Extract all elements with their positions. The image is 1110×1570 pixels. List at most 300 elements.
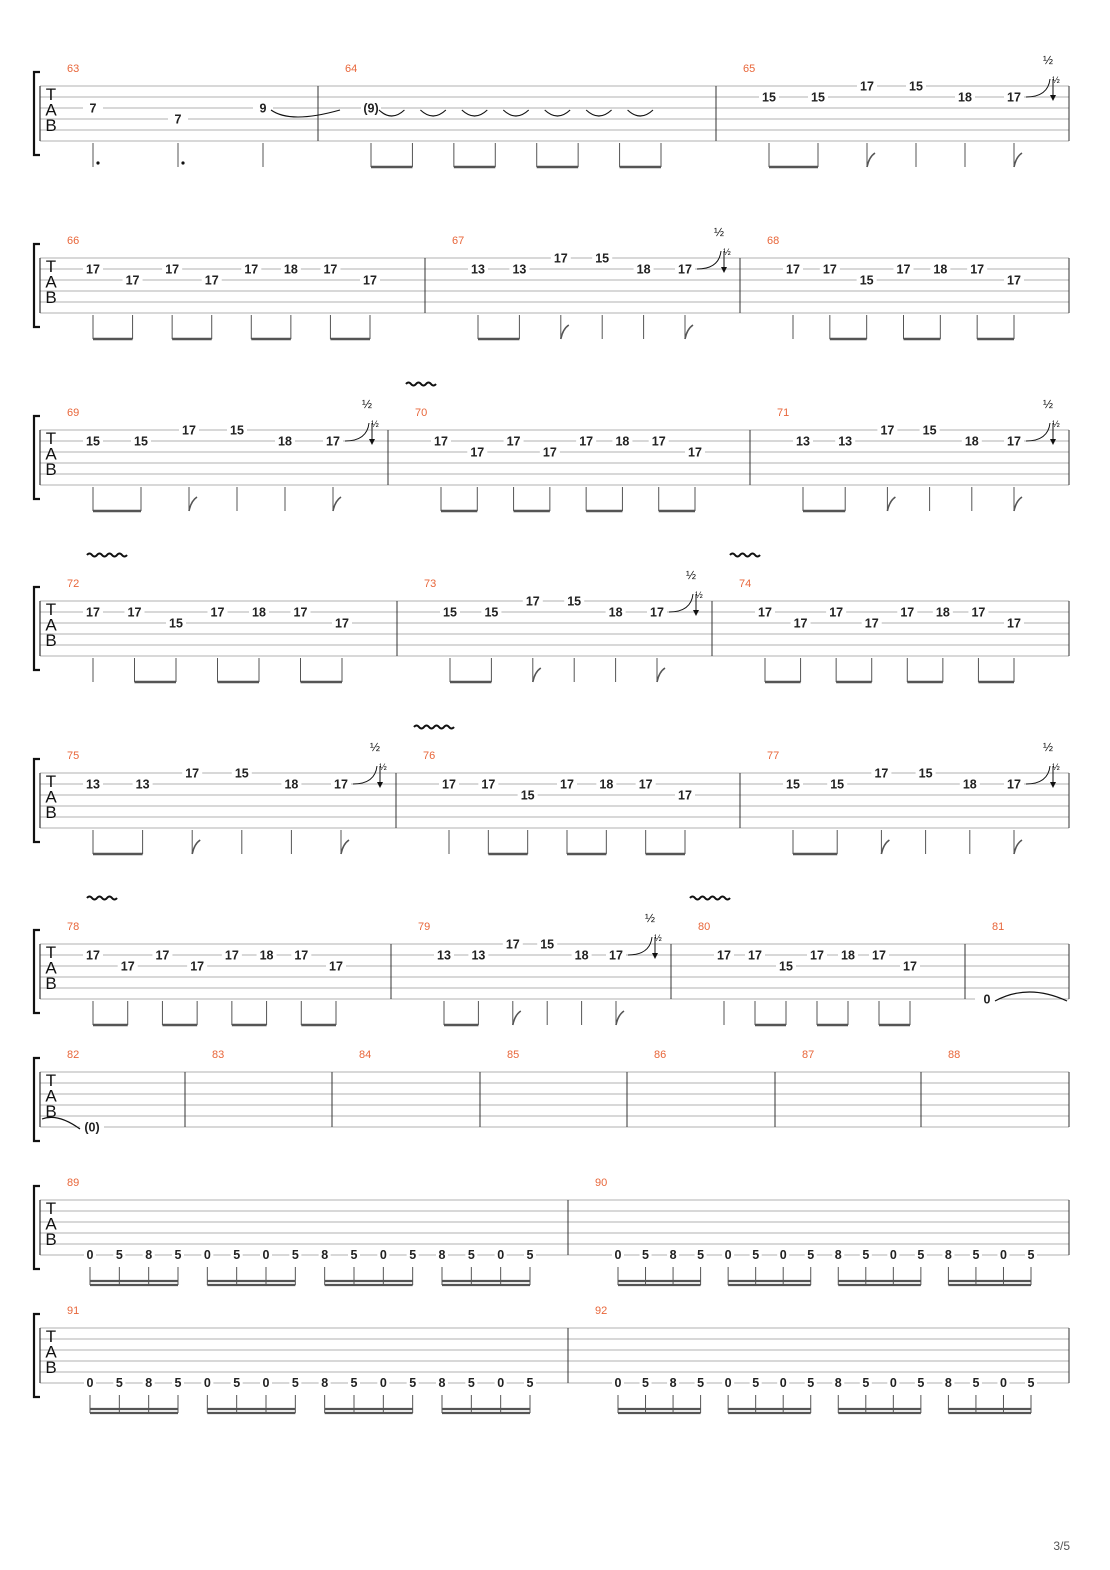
tie-arc [628, 110, 653, 116]
fret-number: 17 [1007, 90, 1021, 105]
fret-number: 17 [880, 423, 895, 438]
fret-number: 17 [786, 262, 800, 277]
fret-number: 17 [326, 434, 340, 449]
fret-number: 0 [497, 1248, 505, 1262]
bend-amount-label: ½ [369, 740, 381, 754]
fret-number: 15 [169, 616, 183, 631]
fret-number: 0 [86, 1248, 94, 1262]
tie-arc [586, 110, 611, 116]
tie-arc [379, 110, 404, 116]
fret-number: 15 [811, 90, 825, 105]
vibrato-mark [87, 897, 117, 900]
measure-number: 67 [452, 235, 465, 247]
fret-number: 5 [917, 1248, 925, 1262]
fret-number: 5 [807, 1248, 815, 1262]
note-flag [657, 668, 665, 682]
fret-number: 17 [1007, 273, 1021, 288]
fret-number: 15 [830, 777, 845, 792]
fret-number: 17 [127, 605, 142, 620]
fret-number: 17 [1007, 434, 1021, 449]
bend-curve [353, 766, 377, 784]
fret-number: 17 [86, 948, 100, 963]
fret-number: 0 [724, 1248, 732, 1262]
fret-number: 0 [999, 1248, 1007, 1262]
fret-number: 8 [944, 1248, 952, 1262]
fret-number: 0 [379, 1248, 387, 1262]
note-flag [533, 668, 541, 682]
fret-number: 17 [204, 273, 219, 288]
tab-clef-letter: B [45, 1102, 57, 1121]
fret-number: 15 [540, 937, 555, 952]
vibrato-mark [690, 897, 730, 900]
fret-number: 17 [525, 594, 540, 609]
fret-number: 5 [409, 1248, 417, 1262]
fret-number: 17 [335, 616, 349, 631]
system-bracket [34, 416, 40, 499]
fret-number: 17 [970, 262, 985, 277]
fret-number: 8 [438, 1248, 446, 1262]
bend-arrow [377, 782, 383, 788]
fret-number: 15 [762, 90, 776, 105]
fret-number: 17 [717, 948, 731, 963]
note-flag [887, 497, 895, 511]
measure-number: 85 [507, 1049, 520, 1061]
fret-number: 17 [860, 79, 874, 94]
note-flag [867, 153, 875, 167]
bend-arrow [1050, 439, 1056, 445]
fret-number: 5 [291, 1248, 299, 1262]
tie-arc [420, 110, 445, 116]
note-flag [189, 497, 197, 511]
fret-number: 5 [917, 1376, 925, 1390]
fret-number: 17 [903, 959, 917, 974]
fret-number: 7 [174, 112, 182, 127]
fret-number: 17 [864, 616, 879, 631]
fret-number: 17 [244, 262, 259, 277]
tie-arc [545, 110, 570, 116]
bend-arrow [652, 953, 658, 959]
fret-number: 5 [972, 1248, 980, 1262]
fret-number: 13 [471, 262, 485, 277]
fret-number: 17 [678, 262, 692, 277]
bend-curve [345, 423, 369, 441]
note-flag [561, 325, 569, 339]
fret-number: 17 [293, 605, 308, 620]
fret-number: 0 [889, 1248, 897, 1262]
fret-number: 5 [697, 1248, 705, 1262]
fret-number: 8 [944, 1376, 952, 1390]
fret-number: 13 [135, 777, 150, 792]
fret-number: 17 [182, 423, 196, 438]
fret-number: 8 [321, 1248, 329, 1262]
fret-number: 17 [900, 605, 915, 620]
tab-clef-letter: T [45, 772, 57, 791]
measure-number: 82 [67, 1049, 80, 1061]
bend-curve [669, 594, 693, 612]
fret-number: 15 [520, 788, 535, 803]
fret-number: 0 [379, 1376, 387, 1390]
tab-clef-letter: A [45, 1086, 57, 1106]
note-flag [1014, 153, 1022, 167]
fret-number: 17 [363, 273, 377, 288]
tab-clef-letter: B [45, 803, 57, 822]
fret-number: 0 [262, 1248, 270, 1262]
fret-number: 5 [467, 1248, 475, 1262]
fret-number: 5 [642, 1376, 650, 1390]
note-flag [881, 840, 889, 854]
fret-number: 18 [608, 605, 623, 620]
fret-number: 8 [834, 1376, 842, 1390]
tab-clef-letter: B [45, 116, 57, 135]
measure-number: 88 [948, 1049, 961, 1061]
system-bracket [34, 244, 40, 327]
tab-clef-letter: A [45, 444, 57, 464]
fret-number: (9) [363, 101, 379, 116]
fret-number: 5 [233, 1248, 241, 1262]
bend-release-label: ½ [379, 762, 387, 772]
fret-number: 18 [283, 262, 298, 277]
bend-arrow [1050, 95, 1056, 101]
note-flag [685, 325, 693, 339]
fret-number: 17 [185, 766, 200, 781]
tie-arc [462, 110, 487, 116]
fret-number: 17 [579, 434, 594, 449]
fret-number: 8 [669, 1376, 677, 1390]
fret-number: 17 [651, 434, 666, 449]
fret-number: 8 [438, 1376, 446, 1390]
fret-number: 17 [542, 445, 557, 460]
bend-curve [1026, 79, 1050, 97]
tab-clef-letter: T [45, 257, 57, 276]
fret-number: 17 [470, 445, 485, 460]
measure-number: 66 [67, 235, 80, 247]
fret-number: 5 [350, 1248, 358, 1262]
fret-number: 0 [203, 1248, 211, 1262]
fret-number: 17 [210, 605, 225, 620]
fret-number: 5 [862, 1248, 870, 1262]
note-flag [341, 840, 349, 854]
fret-number: 5 [174, 1248, 182, 1262]
fret-number: 18 [962, 777, 977, 792]
fret-number: 8 [321, 1376, 329, 1390]
fret-number: 17 [1007, 777, 1021, 792]
fret-number: 17 [505, 937, 520, 952]
tab-clef-letter: T [45, 600, 57, 619]
fret-number: 5 [526, 1248, 534, 1262]
fret-number: 17 [506, 434, 521, 449]
fret-number: 17 [294, 948, 309, 963]
tab-clef-letter: T [45, 1199, 57, 1218]
system-bracket [34, 1058, 40, 1141]
fret-number: 15 [595, 251, 610, 266]
bend-amount-label: ½ [1042, 740, 1054, 754]
bend-curve [1026, 766, 1050, 784]
fret-number: 17 [1007, 616, 1021, 631]
note-flag [616, 1011, 624, 1025]
fret-number: 17 [120, 959, 135, 974]
fret-number: 5 [467, 1376, 475, 1390]
bend-release-label: ½ [1052, 419, 1060, 429]
fret-number: 5 [409, 1376, 417, 1390]
fret-number: 17 [323, 262, 338, 277]
fret-number: 15 [786, 777, 800, 792]
fret-number: 17 [793, 616, 808, 631]
fret-number: 17 [874, 766, 889, 781]
fret-number: 15 [86, 434, 100, 449]
bend-amount-label: ½ [644, 911, 656, 925]
bend-arrow [721, 267, 727, 273]
measure-number: 92 [595, 1305, 608, 1317]
vibrato-mark [406, 383, 436, 386]
fret-number: 17 [758, 605, 772, 620]
fret-number: 5 [526, 1376, 534, 1390]
fret-number: 17 [971, 605, 986, 620]
measure-number: 71 [777, 407, 790, 419]
tab-clef-letter: A [45, 958, 57, 978]
fret-number: 17 [609, 948, 623, 963]
fret-number: 0 [779, 1248, 787, 1262]
fret-number: 17 [810, 948, 824, 963]
measure-number: 81 [992, 921, 1005, 933]
tab-clef-letter: A [45, 1214, 57, 1234]
tab-clef-letter: A [45, 787, 57, 807]
fret-number: 17 [329, 959, 343, 974]
fret-number: 5 [1027, 1248, 1035, 1262]
fret-number: (0) [84, 1120, 100, 1135]
bend-amount-label: ½ [685, 568, 697, 582]
tab-clef-letter: B [45, 1358, 57, 1377]
measure-number: 90 [595, 1177, 608, 1189]
fret-number: 17 [896, 262, 911, 277]
fret-number: 17 [748, 948, 762, 963]
measure-number: 73 [424, 578, 437, 590]
bend-release-label: ½ [695, 590, 703, 600]
fret-number: 5 [697, 1376, 705, 1390]
tab-clef-letter: A [45, 272, 57, 292]
bend-curve [697, 251, 721, 269]
fret-number: 0 [614, 1376, 622, 1390]
fret-number: 18 [252, 605, 266, 620]
fret-number: 15 [859, 273, 874, 288]
fret-number: 18 [259, 948, 274, 963]
tie-arc [503, 110, 528, 116]
fret-number: 15 [443, 605, 457, 620]
measure-number: 68 [767, 235, 780, 247]
fret-number: 17 [678, 788, 692, 803]
tie-arc [271, 110, 340, 117]
fret-number: 17 [822, 262, 837, 277]
fret-number: 5 [115, 1248, 123, 1262]
bend-amount-label: ½ [1042, 397, 1054, 411]
note-flag [1014, 497, 1022, 511]
fret-number: 8 [834, 1248, 842, 1262]
tab-clef-letter: T [45, 943, 57, 962]
vibrato-mark [414, 726, 454, 729]
fret-number: 18 [599, 777, 614, 792]
measure-number: 77 [767, 750, 780, 762]
fret-number: 13 [437, 948, 451, 963]
fret-number: 18 [935, 605, 950, 620]
fret-number: 5 [972, 1376, 980, 1390]
fret-number: 15 [134, 434, 148, 449]
measure-number: 65 [743, 63, 756, 75]
tie-arc [995, 992, 1067, 1001]
measure-number: 80 [698, 921, 711, 933]
fret-number: 8 [145, 1248, 153, 1262]
note-flag [333, 497, 341, 511]
measure-number: 89 [67, 1177, 80, 1189]
fret-number: 18 [615, 434, 630, 449]
fret-number: 18 [278, 434, 292, 449]
fret-number: 17 [224, 948, 239, 963]
fret-number: 17 [125, 273, 140, 288]
fret-number: 17 [155, 948, 170, 963]
fret-number: 15 [918, 766, 933, 781]
fret-number: 13 [471, 948, 486, 963]
measure-number: 74 [739, 578, 752, 590]
fret-number: 5 [807, 1376, 815, 1390]
fret-number: 17 [334, 777, 348, 792]
tab-clef-letter: B [45, 460, 57, 479]
system-bracket [34, 72, 40, 155]
bend-release-label: ½ [654, 933, 662, 943]
fret-number: 13 [86, 777, 100, 792]
bend-release-label: ½ [1052, 75, 1060, 85]
fret-number: 0 [86, 1376, 94, 1390]
fret-number: 5 [752, 1248, 760, 1262]
fret-number: 17 [481, 777, 496, 792]
bend-curve [1026, 423, 1050, 441]
fret-number: 13 [838, 434, 853, 449]
measure-number: 91 [67, 1305, 80, 1317]
bend-arrow [369, 439, 375, 445]
note-flag [1014, 840, 1022, 854]
vibrato-mark [730, 554, 760, 557]
measure-number: 87 [802, 1049, 815, 1061]
fret-number: 5 [862, 1376, 870, 1390]
fret-number: 18 [636, 262, 651, 277]
system-bracket [34, 587, 40, 670]
bend-amount-label: ½ [1042, 53, 1054, 67]
fret-number: 7 [89, 101, 97, 116]
system-bracket [34, 1314, 40, 1397]
fret-number: 17 [638, 777, 653, 792]
fret-number: 0 [614, 1248, 622, 1262]
fret-number: 15 [230, 423, 244, 438]
fret-number: 17 [86, 605, 100, 620]
measure-number: 64 [345, 63, 358, 75]
fret-number: 5 [1027, 1376, 1035, 1390]
fret-number: 17 [442, 777, 456, 792]
tab-clef-letter: A [45, 100, 57, 120]
fret-number: 17 [688, 445, 702, 460]
fret-number: 15 [779, 959, 793, 974]
note-flag [192, 840, 200, 854]
bend-arrow [693, 610, 699, 616]
fret-number: 5 [642, 1248, 650, 1262]
fret-number: 18 [933, 262, 948, 277]
fret-number: 15 [567, 594, 582, 609]
measure-number: 70 [415, 407, 428, 419]
fret-number: 5 [291, 1376, 299, 1390]
fret-number: 17 [553, 251, 568, 266]
note-flag [513, 1011, 521, 1025]
fret-number: 17 [872, 948, 886, 963]
fret-number: 17 [165, 262, 180, 277]
measure-number: 63 [67, 63, 80, 75]
tab-clef-letter: T [45, 1071, 57, 1090]
fret-number: 17 [434, 434, 448, 449]
fret-number: 0 [262, 1376, 270, 1390]
measure-number: 69 [67, 407, 80, 419]
fret-number: 0 [779, 1376, 787, 1390]
fret-number: 5 [174, 1376, 182, 1390]
fret-number: 17 [829, 605, 844, 620]
bend-release-label: ½ [371, 419, 379, 429]
measure-number: 75 [67, 750, 80, 762]
duration-dot [181, 161, 184, 164]
bend-curve [628, 937, 652, 955]
measure-number: 83 [212, 1049, 225, 1061]
fret-number: 15 [922, 423, 937, 438]
fret-number: 5 [752, 1376, 760, 1390]
fret-number: 0 [999, 1376, 1007, 1390]
tab-clef-letter: B [45, 1230, 57, 1249]
fret-number: 8 [669, 1248, 677, 1262]
tab-clef-letter: B [45, 974, 57, 993]
fret-number: 5 [350, 1376, 358, 1390]
measure-number: 86 [654, 1049, 667, 1061]
fret-number: 5 [233, 1376, 241, 1390]
tab-clef-letter: B [45, 288, 57, 307]
tab-clef-letter: B [45, 631, 57, 650]
duration-dot [96, 161, 99, 164]
tab-clef-letter: T [45, 429, 57, 448]
fret-number: 8 [145, 1376, 153, 1390]
system-bracket [34, 1186, 40, 1269]
tab-clef-letter: A [45, 615, 57, 635]
fret-number: 15 [909, 79, 923, 94]
fret-number: 15 [484, 605, 499, 620]
fret-number: 18 [284, 777, 299, 792]
tab-clef-letter: T [45, 85, 57, 104]
system-bracket [34, 759, 40, 842]
fret-number: 18 [841, 948, 855, 963]
bend-amount-label: ½ [713, 225, 725, 239]
fret-number: 17 [560, 777, 574, 792]
fret-number: 0 [497, 1376, 505, 1390]
system-bracket [34, 930, 40, 1013]
fret-number: 0 [889, 1376, 897, 1390]
measure-number: 84 [359, 1049, 372, 1061]
fret-number: 17 [650, 605, 664, 620]
fret-number: 18 [964, 434, 979, 449]
fret-number: 17 [86, 262, 100, 277]
bend-release-label: ½ [723, 247, 731, 257]
measure-number: 78 [67, 921, 80, 933]
fret-number: 13 [796, 434, 810, 449]
measure-number: 79 [418, 921, 431, 933]
fret-number: 18 [958, 90, 972, 105]
fret-number: 0 [203, 1376, 211, 1390]
tab-clef-letter: T [45, 1327, 57, 1346]
page-number: 3/5 [1053, 1539, 1070, 1553]
bend-release-label: ½ [1052, 762, 1060, 772]
fret-number: 0 [983, 992, 991, 1007]
fret-number: 5 [115, 1376, 123, 1390]
fret-number: 0 [724, 1376, 732, 1390]
fret-number: 9 [259, 101, 267, 116]
